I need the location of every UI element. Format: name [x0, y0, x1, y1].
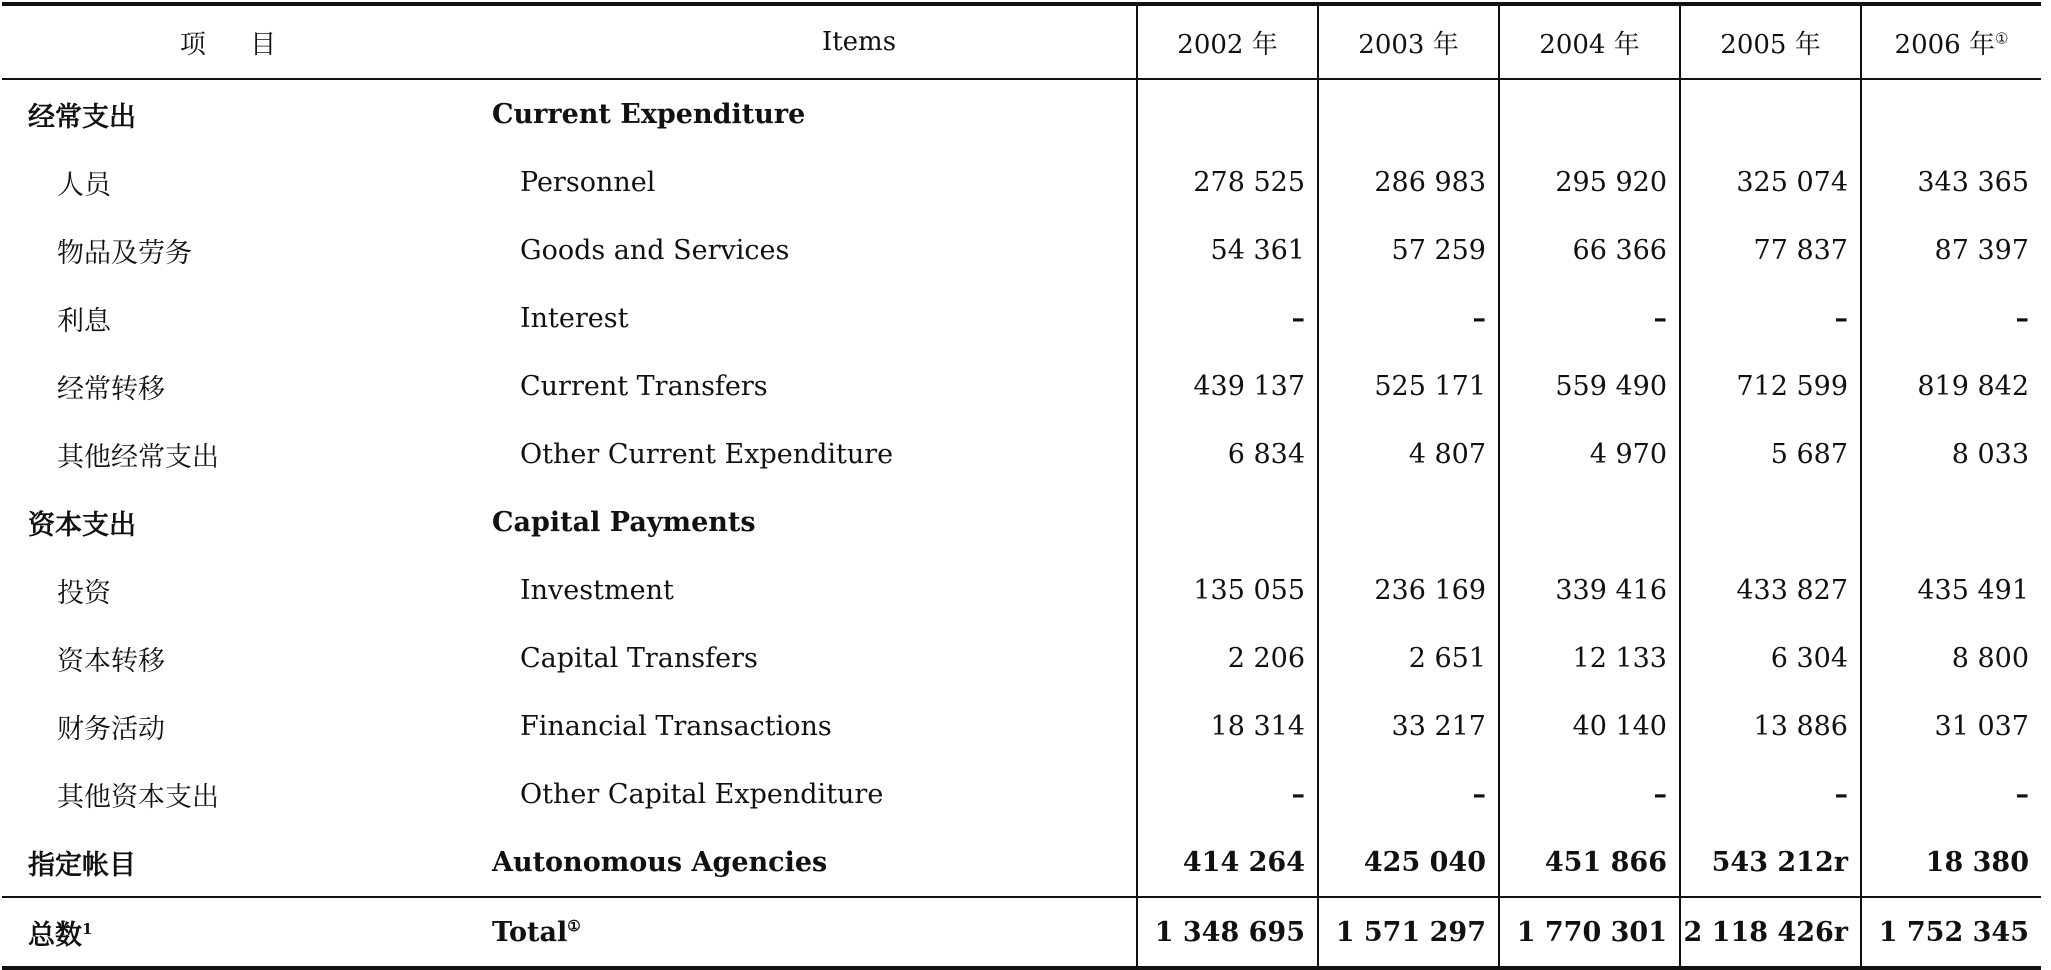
cell-value: 135 055	[1137, 556, 1318, 624]
cell-value	[1861, 488, 2041, 556]
row-label-cn: 其他经常支出	[57, 441, 219, 473]
cell-value: 6 834	[1137, 420, 1318, 488]
row-label-en: Personnel	[520, 166, 656, 198]
cell-value: 2 206	[1137, 624, 1318, 692]
row-label-cn: 其他资本支出	[57, 781, 219, 813]
cell-value: 236 169	[1318, 556, 1499, 624]
total-row	[2, 897, 2041, 966]
cell-value: 6 304	[1680, 624, 1861, 692]
cell-value: 439 137	[1137, 352, 1318, 420]
cell-value	[1861, 79, 2041, 148]
table-row	[2, 216, 2041, 284]
table-row	[2, 828, 2041, 897]
header-row	[2, 6, 2041, 79]
cell-value: 18 380	[1861, 828, 2041, 897]
table-row	[2, 556, 2041, 624]
total-label-cn: 总数	[28, 919, 82, 951]
cell-value: 286 983	[1318, 148, 1499, 216]
cell-value: 295 920	[1499, 148, 1680, 216]
cell-value: 712 599	[1680, 352, 1861, 420]
row-label-en: Goods and Services	[520, 234, 790, 266]
header-year-2005: 2005 年	[1680, 6, 1861, 79]
row-label-cn: 人员	[57, 169, 111, 201]
cell-value: 57 259	[1318, 216, 1499, 284]
cell-value: 8 033	[1861, 420, 2041, 488]
cell-value: 13 886	[1680, 692, 1861, 760]
row-label-cn: 资本支出	[28, 509, 136, 541]
cell-value: –	[1318, 760, 1499, 828]
table-row	[2, 760, 2041, 828]
header-items-en: Items	[472, 6, 1137, 79]
header-year-2006	[1861, 6, 2041, 79]
row-label-cn: 资本转移	[57, 645, 165, 677]
table-row	[2, 148, 2041, 216]
row-label-en: Investment	[520, 574, 674, 606]
header-items-cn: 项 目	[2, 6, 472, 79]
row-label-en: Capital Transfers	[520, 642, 758, 674]
table-row	[2, 420, 2041, 488]
cell-value	[1318, 488, 1499, 556]
table-row	[2, 692, 2041, 760]
cell-value: 451 866	[1499, 828, 1680, 897]
row-label-cn: 指定帐目	[28, 849, 136, 881]
cell-value: 12 133	[1499, 624, 1680, 692]
cell-value: 278 525	[1137, 148, 1318, 216]
cell-value: 33 217	[1318, 692, 1499, 760]
cell-value: –	[1680, 760, 1861, 828]
cell-value: 1 752 345	[1861, 897, 2041, 966]
total-note-cn: 1	[82, 919, 93, 938]
cell-value: 2 651	[1318, 624, 1499, 692]
row-label-en: Interest	[520, 302, 629, 334]
row-label-en: Capital Payments	[492, 506, 756, 538]
table-row	[2, 488, 2041, 556]
row-label-cn	[2, 897, 472, 966]
row-label-cn: 经常支出	[28, 101, 136, 133]
cell-value: 435 491	[1861, 556, 2041, 624]
table-row	[2, 79, 2041, 148]
header-year-2006-note: ①	[1994, 28, 2009, 47]
row-label-cn: 经常转移	[57, 373, 165, 405]
header-year-2004: 2004 年	[1499, 6, 1680, 79]
cell-value: 1 770 301	[1499, 897, 1680, 966]
row-label-en: Current Transfers	[520, 370, 768, 402]
cell-value: 525 171	[1318, 352, 1499, 420]
cell-value: 77 837	[1680, 216, 1861, 284]
cell-value: 2 118 426r	[1680, 897, 1861, 966]
row-label-cn: 投资	[57, 577, 111, 609]
row-label-cn: 财务活动	[57, 713, 165, 745]
cell-value	[1137, 79, 1318, 148]
cell-value: 54 361	[1137, 216, 1318, 284]
cell-value: 87 397	[1861, 216, 2041, 284]
expenditure-table	[2, 6, 2041, 966]
row-label-en: Financial Transactions	[520, 710, 832, 742]
cell-value: –	[1499, 760, 1680, 828]
row-label-en: Autonomous Agencies	[492, 846, 828, 878]
cell-value	[1499, 79, 1680, 148]
cell-value: –	[1318, 284, 1499, 352]
cell-value	[1318, 79, 1499, 148]
cell-value: 325 074	[1680, 148, 1861, 216]
row-label-cn: 物品及劳务	[57, 237, 192, 269]
cell-value: –	[1680, 284, 1861, 352]
total-note-en: ①	[567, 916, 581, 935]
cell-value: –	[1861, 284, 2041, 352]
cell-value: 543 212r	[1680, 828, 1861, 897]
table-row	[2, 624, 2041, 692]
table-row	[2, 352, 2041, 420]
row-label-en: Other Capital Expenditure	[520, 778, 884, 810]
row-label-en: Current Expenditure	[492, 98, 806, 130]
row-label-en: Other Current Expenditure	[520, 438, 894, 470]
cell-value: 1 348 695	[1137, 897, 1318, 966]
cell-value: 819 842	[1861, 352, 2041, 420]
cell-value: 1 571 297	[1318, 897, 1499, 966]
cell-value: 4 970	[1499, 420, 1680, 488]
cell-value	[1137, 488, 1318, 556]
header-year-2002: 2002 年	[1137, 6, 1318, 79]
total-label-en: Total	[492, 916, 568, 948]
row-label-en	[472, 897, 1137, 966]
header-year-2006-label: 2006 年	[1894, 29, 1995, 60]
cell-value: –	[1137, 284, 1318, 352]
cell-value: –	[1137, 760, 1318, 828]
cell-value: 343 365	[1861, 148, 2041, 216]
cell-value: 433 827	[1680, 556, 1861, 624]
cell-value: 18 314	[1137, 692, 1318, 760]
cell-value: 66 366	[1499, 216, 1680, 284]
cell-value: 414 264	[1137, 828, 1318, 897]
cell-value: 339 416	[1499, 556, 1680, 624]
cell-value: 5 687	[1680, 420, 1861, 488]
cell-value	[1680, 79, 1861, 148]
cell-value: 40 140	[1499, 692, 1680, 760]
cell-value	[1499, 488, 1680, 556]
cell-value: 8 800	[1861, 624, 2041, 692]
cell-value: 31 037	[1861, 692, 2041, 760]
row-label-cn: 利息	[57, 305, 111, 337]
table-row	[2, 284, 2041, 352]
cell-value: 559 490	[1499, 352, 1680, 420]
header-year-2003: 2003 年	[1318, 6, 1499, 79]
cell-value: –	[1499, 284, 1680, 352]
cell-value: 4 807	[1318, 420, 1499, 488]
cell-value: 425 040	[1318, 828, 1499, 897]
expenditure-table-sheet	[2, 2, 2041, 970]
cell-value: –	[1861, 760, 2041, 828]
cell-value	[1680, 488, 1861, 556]
